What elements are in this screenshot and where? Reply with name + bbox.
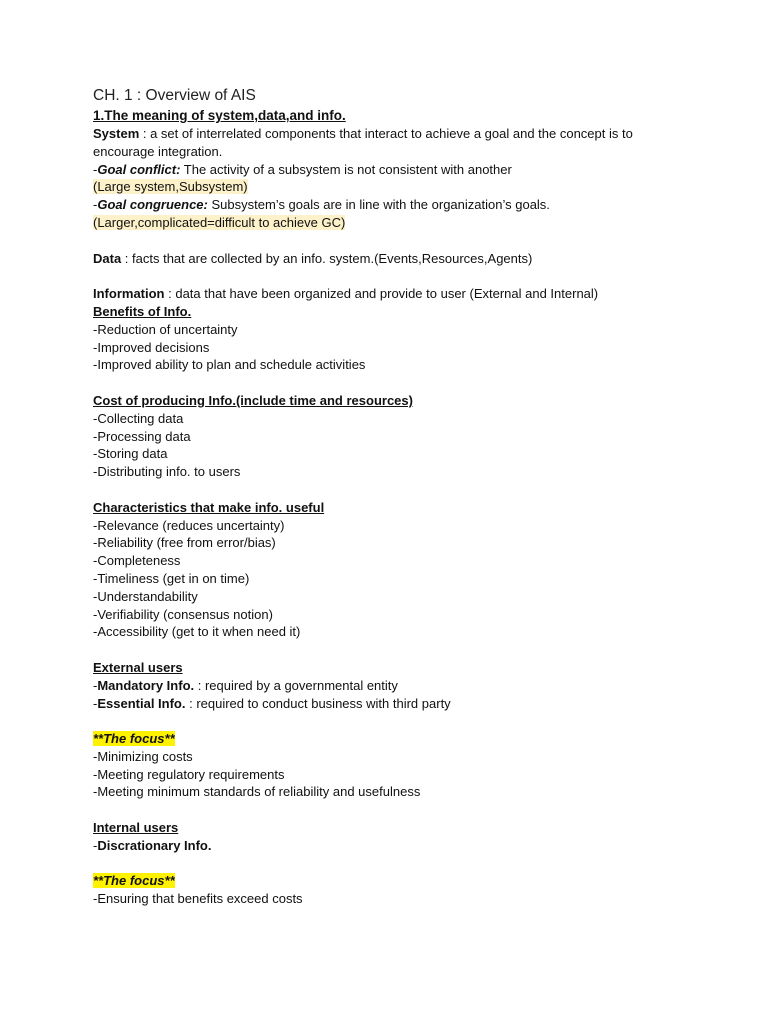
list-item: -Meeting minimum standards of reliability and usefulness [93,784,421,800]
external-users-heading: External users [93,659,183,675]
list-item: -Storing data [93,446,168,462]
information-text: : data that have been organized and provide to user (External and Internal) [164,286,599,302]
goal-conflict-dash: - [93,161,98,177]
list-item: -Improved decisions [93,339,210,355]
goal-conflict-note: (Large system,Subsystem) [93,179,248,195]
mandatory-text: : required by a governmental entity [194,677,398,693]
goal-conflict-term: Goal conflict: [97,161,181,177]
benefits-heading: Benefits of Info. [93,303,192,319]
information-definition [93,285,673,303]
goal-congruence-dash: - [93,197,98,213]
external-focus-label: **The focus** [93,731,175,747]
internal-users-heading: Internal users [93,820,179,836]
goal-conflict-text: The activity of a subsystem is not consistent with another [180,161,512,177]
goal-congruence-line [93,196,673,214]
list-item: -Ensuring that benefits exceed costs [93,891,303,907]
characteristics-heading: Characteristics that make info. useful [93,499,325,515]
data-definition [93,250,673,268]
list-item: -Processing data [93,428,191,444]
list-item: -Meeting regulatory requirements [93,766,285,782]
essential-info-line [93,695,673,713]
data-term: Data [93,250,122,266]
list-item: -Collecting data [93,410,184,426]
essential-dash: - [93,695,98,711]
list-item: -Distributing info. to users [93,464,241,480]
discretionary-term: Discrationary Info. [97,837,212,853]
goal-congruence-note: (Larger,complicated=difficult to achieve GC) [93,214,346,230]
discretionary-dash: - [93,837,98,853]
list-item: -Relevance (reduces uncertainty) [93,517,285,533]
discretionary-info-line [93,837,673,855]
system-definition [93,125,673,161]
list-item: -Verifiability (consensus notion) [93,606,273,622]
mandatory-info-line [93,677,673,695]
goal-conflict-line [93,161,673,179]
list-item: -Timeliness (get in on time) [93,570,250,586]
list-item: -Improved ability to plan and schedule activities [93,357,366,373]
goal-congruence-text: Subsystem’s goals are in line with the organization’s goals. [207,197,550,213]
list-item: -Completeness [93,553,181,569]
mandatory-dash: - [93,677,98,693]
system-text: : a set of interrelated components that interact to achieve a goal and the concept is to encourage integration. [93,126,633,159]
internal-focus-label: **The focus** [93,873,175,889]
list-item: -Reduction of uncertainty [93,321,238,337]
mandatory-term: Mandatory Info. [97,677,195,693]
list-item: -Understandability [93,588,198,604]
list-item: -Reliability (free from error/bias) [93,535,276,551]
goal-congruence-term: Goal congruence: [97,197,208,213]
system-term: System [93,126,140,141]
section-title: 1.The meaning of system,data,and info. [93,108,346,123]
information-term: Information [93,286,165,302]
list-item: -Accessibility (get to it when need it) [93,624,301,640]
document-body [93,86,673,908]
list-item: -Minimizing costs [93,748,193,764]
essential-term: Essential Info. [97,695,186,711]
data-text: : facts that are collected by an info. system.(Events,Resources,Agents) [121,250,533,266]
cost-heading: Cost of producing Info.(include time and resources) [93,392,413,408]
chapter-title: CH. 1 : Overview of AIS [93,87,256,104]
essential-text: : required to conduct business with third party [185,695,451,711]
